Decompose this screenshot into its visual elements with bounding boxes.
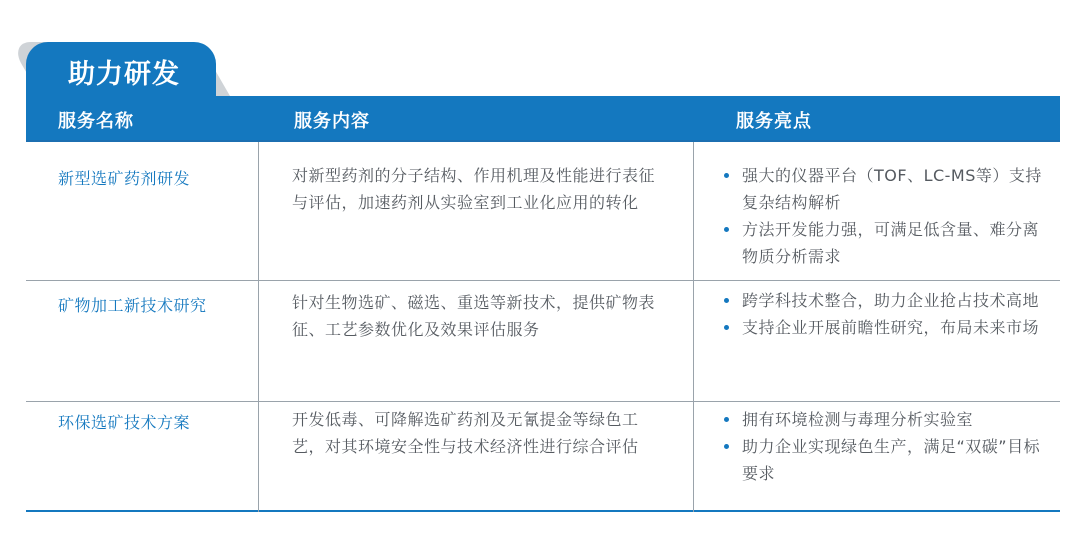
table-row — [26, 281, 1060, 402]
service-name: 新型选矿药剂研发 — [58, 169, 191, 188]
highlight-item: 跨学科技术整合，助力企业抢占技术高地 — [722, 287, 1042, 314]
service-name: 矿物加工新技术研究 — [58, 296, 207, 315]
column-divider — [258, 142, 259, 512]
table-row — [26, 402, 1060, 512]
bullet-icon — [724, 325, 729, 330]
header-service-name: 服务名称 — [58, 111, 134, 132]
highlight-item: 支持企业开展前瞻性研究，布局未来市场 — [722, 314, 1042, 341]
service-highlights — [722, 287, 1042, 341]
service-highlights — [722, 406, 1042, 487]
service-name: 环保选矿技术方案 — [58, 413, 191, 432]
bullet-icon — [724, 417, 729, 422]
highlight-item: 强大的仪器平台（TOF、LC-MS等）支持复杂结构解析 — [722, 162, 1042, 216]
highlight-item: 方法开发能力强，可满足低含量、难分离物质分析需求 — [722, 216, 1042, 270]
column-divider — [693, 142, 694, 512]
service-content: 针对生物选矿、磁选、重选等新技术，提供矿物表征、工艺参数优化及效果评估服务 — [292, 293, 656, 339]
service-content: 开发低毒、可降解选矿药剂及无氰提金等绿色工艺，对其环境安全性与技术经济性进行综合评估 — [292, 410, 639, 456]
section-title: 助力研发 — [68, 59, 180, 90]
bullet-icon — [724, 173, 729, 178]
highlight-item: 拥有环境检测与毒理分析实验室 — [722, 406, 1042, 433]
service-highlights — [722, 162, 1042, 270]
service-table — [26, 96, 1060, 483]
header-service-highlights: 服务亮点 — [736, 111, 812, 132]
header-service-content: 服务内容 — [294, 111, 370, 132]
table-header — [26, 96, 1060, 142]
table-row — [26, 142, 1060, 281]
service-content: 对新型药剂的分子结构、作用机理及性能进行表征与评估，加速药剂从实验室到工业化应用的转化 — [292, 166, 656, 212]
bullet-icon — [724, 444, 729, 449]
bullet-icon — [724, 298, 729, 303]
bullet-icon — [724, 227, 729, 232]
highlight-item: 助力企业实现绿色生产，满足“双碳”目标要求 — [722, 433, 1042, 487]
